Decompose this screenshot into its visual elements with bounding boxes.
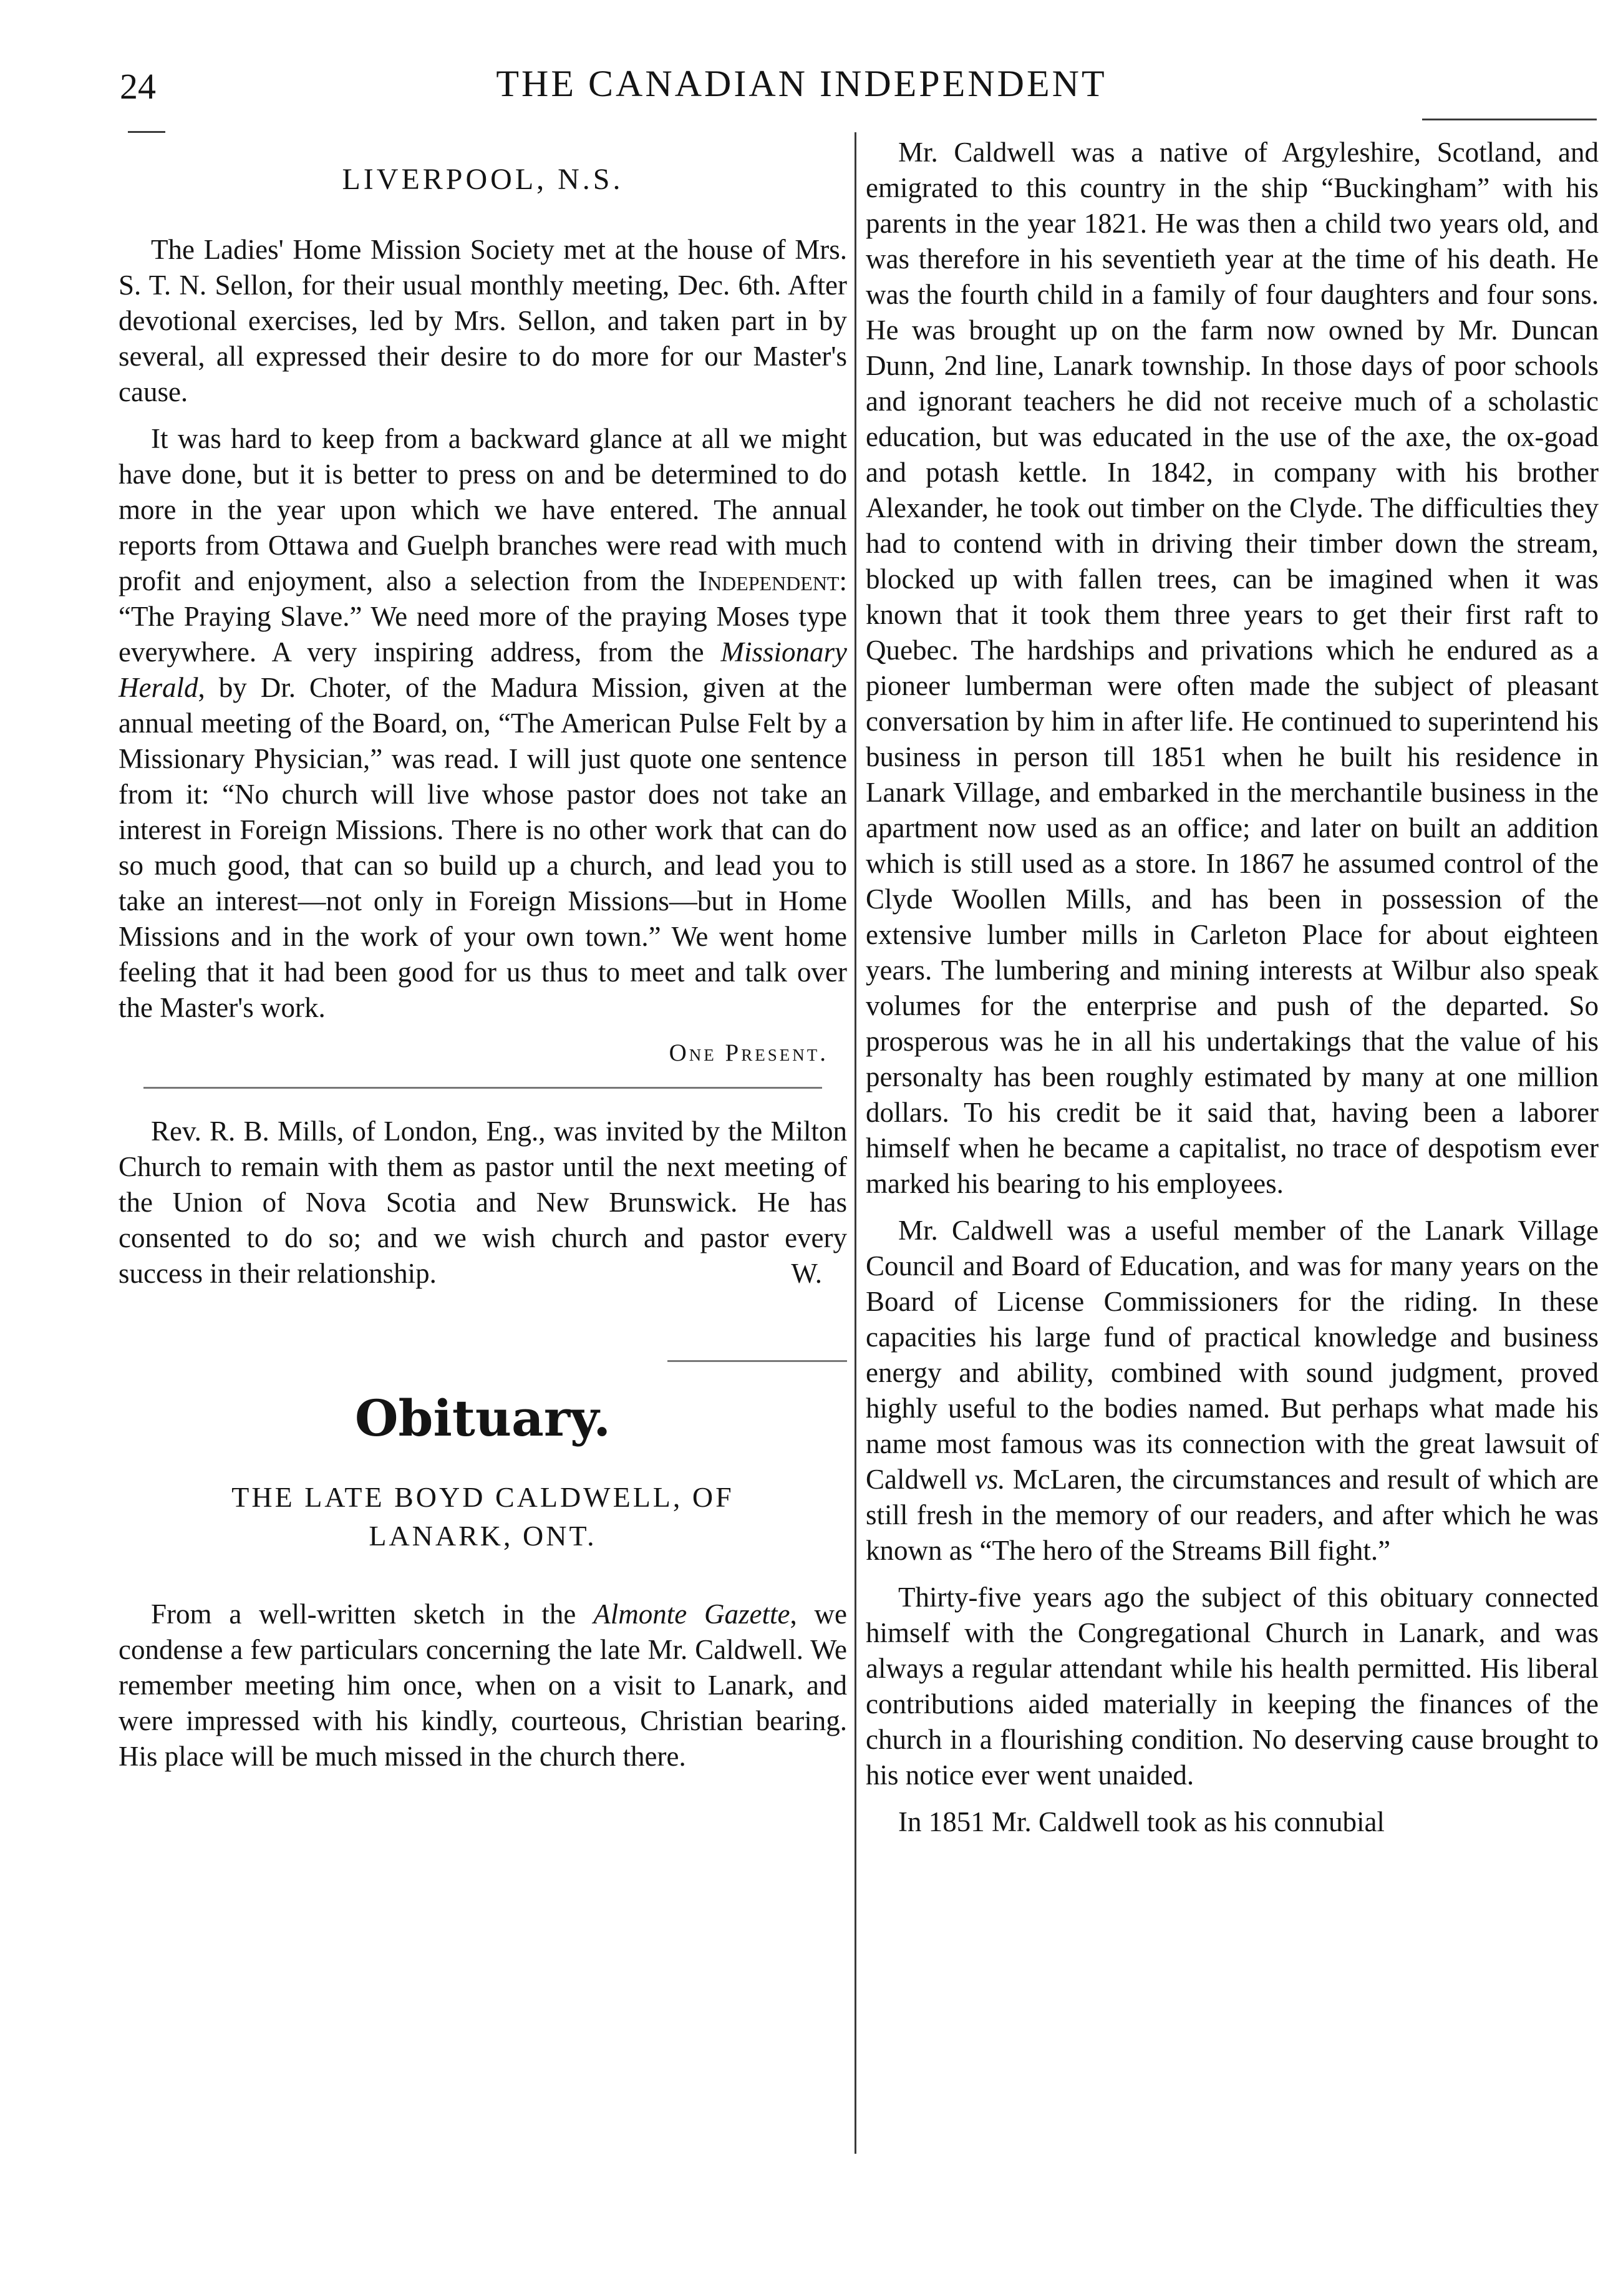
liverpool-paragraph-2	[119, 421, 847, 1026]
masthead-title: THE CANADIAN INDEPENDENT	[496, 63, 1107, 104]
header-rule-left	[128, 131, 165, 133]
obituary-intro-part-b: , we condense a few particulars concerning the late Mr. Caldwell. We remember meeting him once, when on a visit to Lanark, and were impressed with his kindly, courteous, Christian bearing. His place will be much missed in the church there.	[119, 1598, 847, 1772]
public-service-part-a: Mr. Caldwell was a useful member of the Lanark Village Council and Board of Education, and was for many years on the Board of License Commissioners for the riding. In these capacities his large fund of practical knowledge and business energy and ability, combined with sound judgment, proved highly useful to the bodies named. But perhaps what made his name most famous was its connection with the great lawsuit of Caldwell	[866, 1215, 1599, 1495]
liverpool-paragraph-2-part-b: : “The Praying Slave.” We need more of the praying Moses type everywhere. A very inspiring address, from the	[119, 565, 847, 668]
section-rule	[143, 1087, 822, 1089]
caldwell-marriage-paragraph: In 1851 Mr. Caldwell took as his connubial	[898, 1806, 1385, 1837]
mills-paragraph	[119, 1114, 847, 1292]
obituary-intro-paragraph	[119, 1597, 847, 1774]
missionary-herald-name: Missionary Herald	[119, 636, 847, 703]
caldwell-biography-paragraph: Mr. Caldwell was a native of Argyleshire, Scotland, and emigrated to this country in the ship “Buckingham” with his parents in the year 1821. He was then a child two years old, and was therefore in his seventieth year at the time of his death. He was the fourth child in a family of four daughters and four sons. He was brought up on the farm now owned by Mr. Duncan Dunn, 2nd line, Lanark township. In those days of poor schools and ignorant teachers he did not receive much of a scholastic education, but was educated in the use of the axe, the ox-goad and potash kettle. In 1842, in company with his brother Alexander, he took out timber on the Clyde. The difficulties they had to contend with in driving their timber down the stream, blocked up with fallen trees, can be imagined when it was known that it took them three years to get their first raft to Quebec. The hardships and privations which he endured as a pioneer lumberman were often made the subject of pleasant conversation by him in after life. He continued to superintend his business in person till 1851 when he built his residence in Lanark Village, and embarked in the merchantile business in the apartment now used as an office; and later on built an addition which is still used as a store. In 1867 he assumed control of the Clyde Woollen Mills, and has been in possession of the extensive lumber mills in Carleton Place for about eighteen years. The lumbering and mining interests at Wilbur also speak volumes for the enterprise and push of the departed. So prosperous was he in all his undertakings that the value of his personalty has been roughly estimated by many at one million dollars. To his credit be it said that, having been a laborer himself when he became a capitalist, no trace of despotism ever marked his bearing to his employees.	[866, 137, 1599, 1199]
obituary-title	[119, 1478, 847, 1555]
caldwell-church-paragraph: Thirty-five years ago the subject of this obituary connected himself with the Congregational Church in Lanark, and was always a regular attendant while his health permitted. His liberal contributions aided materially in keeping the finances of the church in a flourishing condition. No deserving cause brought to his notice ever went unaided.	[866, 1582, 1599, 1791]
obituary-intro-part-a: From a well-written sketch in the	[151, 1598, 594, 1630]
right-column	[866, 135, 1599, 1851]
public-service-part-b: McLaren, the circumstances and result of which are still fresh in the memory of our readers, and after which he was known as “The hero of the Streams Bill fight.”	[866, 1464, 1599, 1566]
independent-name: Independent	[697, 565, 840, 596]
liverpool-paragraph-1: The Ladies' Home Mission Society met at the house of Mrs. S. T. N. Sellon, for their usual monthly meeting, Dec. 6th. After devotional exercises, led by Mrs. Sellon, and taken part in by several, all expressed their desire to do more for our Master's cause.	[119, 234, 847, 407]
liverpool-paragraph-2-part-a: It was hard to keep from a backward glance at all we might have done, but it is better to press on and be determined to do more in the year upon which we have entered. The annual reports from Ottawa and Guelph branches were read with much profit and enjoyment, also a selection from the	[119, 423, 847, 596]
almonte-gazette-name: Almonte Gazette	[593, 1598, 790, 1630]
liverpool-paragraph-2-part-c: , by Dr. Choter, of the Madura Mission, given at the annual meeting of the Board, on, “The American Pulse Felt by a Missionary Physician,” was read. I will just quote one sentence from it: “No church will live whose pastor does not take an interest in Foreign Missions. There is no other work that can do so much good, that can so build up a church, and lead you to take an interest—not only in Foreign Missions—but in Home Missions and in the work of your own town.” We went home feeling that it had been good for us thus to meet and talk over the Master's work.	[119, 672, 847, 1023]
mills-paragraph-text: Rev. R. B. Mills, of London, Eng., was invited by the Milton Church to remain with them as pastor until the next meeting of the Union of Nova Scotia and New Brunswick. He has consented to do so; and we wish church and pastor every success in their relationship.	[119, 1116, 847, 1289]
page-number: 24	[120, 66, 156, 107]
header-rule-right	[1422, 119, 1597, 120]
obituary-title-line-2: LANARK, ONT.	[369, 1520, 597, 1552]
column-divider	[855, 132, 856, 2154]
caldwell-public-service-paragraph	[866, 1213, 1599, 1569]
left-column	[119, 135, 847, 1786]
obituary-heading: Obituary.	[354, 1389, 611, 1447]
obituary-title-line-1: THE LATE BOYD CALDWELL, OF	[231, 1481, 734, 1513]
w-signature: W.	[791, 1258, 822, 1289]
versus-abbreviation: vs.	[974, 1464, 1005, 1495]
liverpool-heading: LIVERPOOL, N.S.	[342, 163, 624, 196]
obituary-rule	[667, 1360, 847, 1362]
one-present-signature: One Present.	[669, 1039, 828, 1066]
